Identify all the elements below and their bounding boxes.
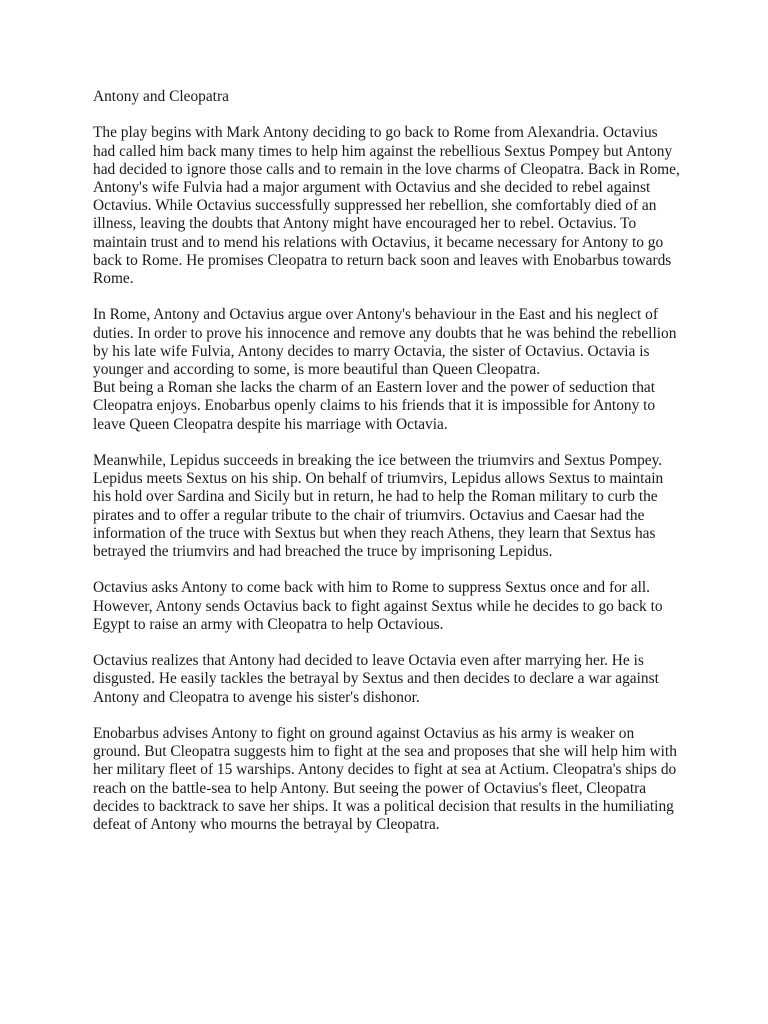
document-title: Antony and Cleopatra <box>93 88 229 105</box>
paragraph-rome-marriage: In Rome, Antony and Octavius argue over Antony's behaviour in the East and his neglect of duties. In order to prove his innocence and remove any doubts that he was behind the rebellion by his late wife Fulvia, Antony decides to marry Octavia, the sister of Octavius. Octavia is younger and according to some, is more beautiful than Queen Cleopatra. <box>93 306 677 379</box>
paragraph-actium: Enobarbus advises Antony to fight on ground against Octavius as his army is weaker on ground. But Cleopatra suggests him to fight at the sea and proposes that she will help him with her military fleet of 15 warships. Antony decides to fight at sea at Actium. Cleopatra's ships do reach on the battle-sea to help Antony. But seeing the power of Octavius's fleet, Cleopatra decides to backtrack to save her ships. It was a political decision that results in the humiliating defeat of Antony who mourns the betrayal by Cleopatra. <box>93 725 677 834</box>
document-page <box>93 88 683 852</box>
paragraph-opening: The play begins with Mark Antony deciding to go back to Rome from Alexandria. Octavius had called him back many times to help him against the rebellious Sextus Pompey but Antony had decided to ignore those calls and to remain in the love charms of Cleopatra. Back in Rome, Antony's wife Fulvia had a major argument with Octavius and she decided to rebel against Octavius. While Octavius successfully suppressed her rebellion, she comfortably died of an illness, leaving the doubts that Antony might have encouraged her to rebel. Octavius. To maintain trust and to mend his relations with Octavius, it became necessary for Antony to go back to Rome. He promises Cleopatra to return back soon and leaves with Enobarbus towards Rome. <box>93 124 680 288</box>
paragraph-suppress-sextus: Octavius asks Antony to come back with him to Rome to suppress Sextus once and for all. However, Antony sends Octavius back to fight against Sextus while he decides to go back to Egypt to raise an army with Cleopatra to help Octavious. <box>93 579 663 633</box>
paragraph-octavius-disgust: Octavius realizes that Antony had decided to leave Octavia even after marrying her. He is disgusted. He easily tackles the betrayal by Sextus and then decides to declare a war against Antony and Cleopatra to avenge his sister's dishonor. <box>93 652 659 706</box>
paragraph-roman-charm: But being a Roman she lacks the charm of an Eastern lover and the power of seduction that Cleopatra enjoys. Enobarbus openly claims to his friends that it is impossible for Antony to leave Queen Cleopatra despite his marriage with Octavia. <box>93 379 656 433</box>
paragraph-lepidus-truce: Meanwhile, Lepidus succeeds in breaking the ice between the triumvirs and Sextus Pompey. Lepidus meets Sextus on his ship. On behalf of triumvirs, Lepidus allows Sextus to maintain his hold over Sardina and Sicily but in return, he had to help the Roman military to curb the pirates and to offer a regular tribute to the chair of triumvirs. Octavius and Caesar had the information of the truce with Sextus but when they reach Athens, they learn that Sextus has betrayed the triumvirs and had breached the truce by imprisoning Lepidus. <box>93 452 664 561</box>
